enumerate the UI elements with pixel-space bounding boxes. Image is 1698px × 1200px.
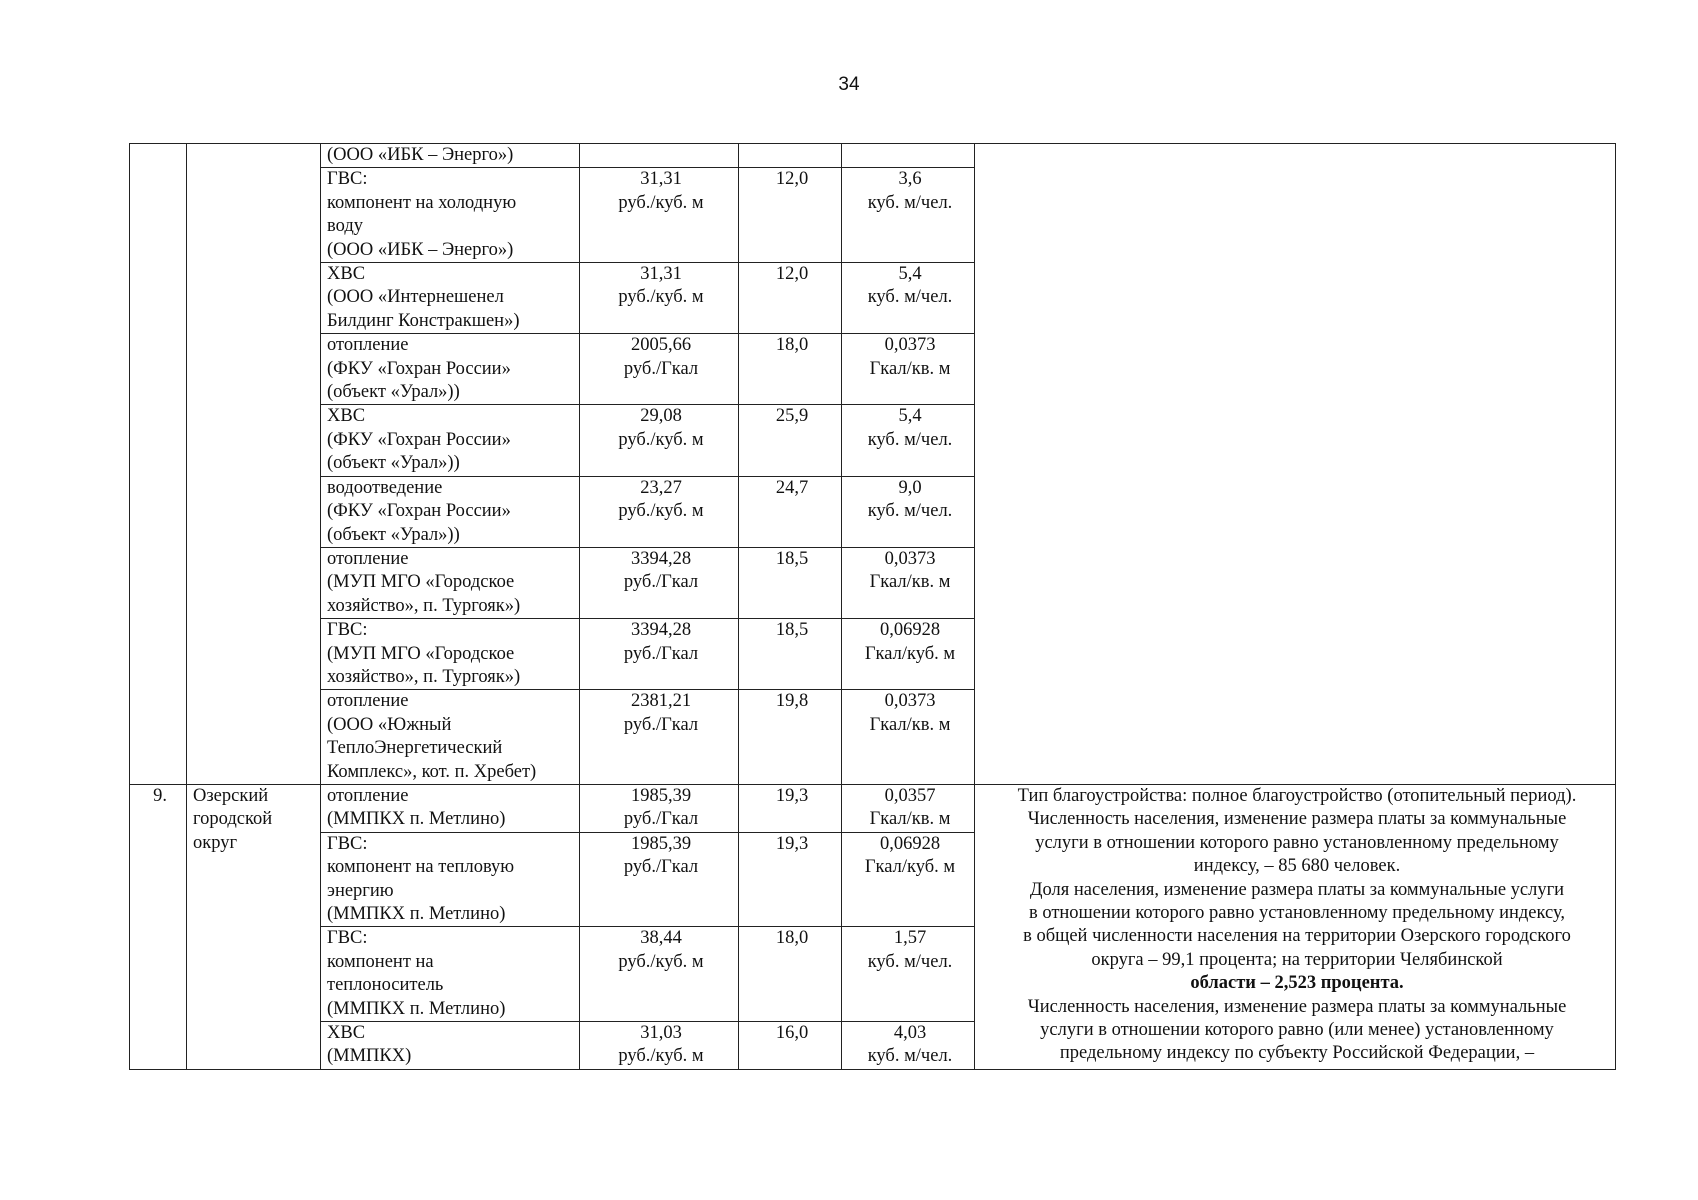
norm-line: 0,0357	[884, 785, 936, 806]
norm-line: 0,0373	[884, 548, 936, 569]
tariff-line: 31,31	[640, 264, 682, 285]
service-line: (ООО «Южный	[327, 714, 452, 735]
norm-cell	[842, 927, 975, 1022]
tariff-line: 2005,66	[630, 335, 692, 356]
service-line: отопление	[327, 785, 409, 806]
service-cell	[321, 619, 580, 690]
tariff-line: 31,31	[640, 169, 682, 190]
tariff-line: 23,27	[640, 477, 682, 498]
service-line: хозяйство», п. Тургояк»)	[327, 595, 521, 616]
norm-line: 5,4	[898, 406, 922, 427]
tariff-line: руб./Гкал	[623, 643, 699, 664]
service-line: ГВС:	[327, 833, 368, 854]
tariff-cell	[580, 1022, 739, 1070]
service-line: компонент на тепловую	[327, 857, 515, 878]
percent-cell: 25,9	[739, 405, 842, 476]
municipality-line: Озерский	[193, 785, 269, 806]
service-line: ХВС	[327, 1023, 366, 1044]
service-line: (ООО «Интернешенел	[327, 287, 504, 308]
norm-cell	[842, 690, 975, 785]
tariff-line: 1985,39	[630, 785, 692, 806]
norm-cell	[842, 144, 975, 168]
note-cell	[975, 144, 1616, 785]
norm-cell	[842, 405, 975, 476]
norm-line: 5,4	[898, 264, 922, 285]
tariff-cell	[580, 784, 739, 832]
norm-line: куб. м/чел.	[867, 287, 953, 308]
service-line: отопление	[327, 691, 409, 712]
service-cell	[321, 832, 580, 927]
percent-cell: 19,3	[739, 784, 842, 832]
service-cell	[321, 1022, 580, 1070]
percent-cell: 19,8	[739, 690, 842, 785]
note-line: округа – 99,1 процента; на территории Челябинской	[1091, 949, 1503, 970]
service-line: ХВС	[327, 406, 366, 427]
service-line: ХВС	[327, 264, 366, 285]
tariff-cell	[580, 405, 739, 476]
service-line: (ММПКХ п. Метлино)	[327, 904, 506, 924]
tariff-cell	[580, 619, 739, 690]
tariff-cell	[580, 927, 739, 1022]
note-line: предельному индексу по субъекту Российской Федерации, –	[1059, 1043, 1535, 1064]
service-line: (ООО «ИБК – Энерго»)	[327, 145, 514, 165]
tariff-line: руб./куб. м	[618, 287, 704, 308]
norm-cell	[842, 476, 975, 547]
tariff-line: 2381,21	[630, 691, 692, 712]
norm-line: куб. м/чел.	[867, 429, 953, 450]
norm-line: куб. м/чел.	[867, 501, 953, 522]
service-line: отопление	[327, 548, 409, 569]
percent-cell: 12,0	[739, 263, 842, 334]
note-line: Численность населения, изменение размера платы за коммунальные	[1027, 996, 1567, 1017]
norm-cell	[842, 784, 975, 832]
service-cell	[321, 690, 580, 785]
note-line: индексу, – 85 680 человек.	[1193, 856, 1401, 877]
service-line: (ММПКХ)	[327, 1046, 412, 1067]
norm-cell	[842, 1022, 975, 1070]
service-line: компонент на холодную	[327, 192, 517, 213]
norm-line: Гкал/куб. м	[864, 857, 956, 878]
norm-cell	[842, 263, 975, 334]
percent-cell: 18,5	[739, 619, 842, 690]
tariff-cell	[580, 144, 739, 168]
service-line: (МУП МГО «Городское	[327, 643, 515, 664]
service-cell	[321, 547, 580, 618]
tariff-line: руб./Гкал	[623, 857, 699, 878]
service-line: (ММПКХ п. Метлино)	[327, 809, 506, 830]
service-line: Билдинг Констракшен»)	[327, 310, 520, 331]
service-cell	[321, 168, 580, 263]
note-line: области – 2,523 процента.	[1190, 973, 1404, 994]
tariff-cell	[580, 832, 739, 927]
tariff-line: руб./Гкал	[623, 358, 699, 379]
tariff-cell	[580, 690, 739, 785]
percent-cell: 18,0	[739, 927, 842, 1022]
service-line: ГВС:	[327, 620, 368, 641]
tariff-cell	[580, 168, 739, 263]
service-line: (ООО «ИБК – Энерго»)	[327, 239, 514, 260]
service-line: ТеплоЭнергетический	[327, 738, 503, 759]
service-cell	[321, 405, 580, 476]
table-row	[130, 784, 1616, 832]
norm-line: Гкал/кв. м	[869, 809, 951, 830]
tariff-line: руб./Гкал	[623, 809, 699, 830]
service-line: (ФКУ «Гохран России»	[327, 429, 511, 450]
norm-line: 0,06928	[879, 620, 941, 641]
number-cell	[130, 144, 187, 785]
norm-line: куб. м/чел.	[867, 951, 953, 972]
tariff-cell	[580, 263, 739, 334]
tariff-line: 1985,39	[630, 833, 692, 854]
note-line: Численность населения, изменение размера платы за коммунальные	[1027, 809, 1567, 830]
service-line: отопление	[327, 335, 409, 356]
tariff-line: 38,44	[640, 928, 682, 949]
tariff-line: руб./Гкал	[623, 572, 699, 593]
norm-line: Гкал/кв. м	[869, 572, 951, 593]
service-line: хозяйство», п. Тургояк»)	[327, 666, 521, 687]
service-cell	[321, 784, 580, 832]
norm-line: 0,06928	[879, 833, 941, 854]
service-cell	[321, 263, 580, 334]
norm-line: куб. м/чел.	[867, 1046, 953, 1067]
norm-cell	[842, 619, 975, 690]
table-row	[130, 144, 1616, 168]
municipality-line: городской	[193, 809, 273, 830]
tariff-line: руб./куб. м	[618, 192, 704, 213]
tariff-line: 3394,28	[630, 620, 692, 641]
service-line: компонент на	[327, 951, 434, 972]
norm-cell	[842, 547, 975, 618]
page-number: 34	[838, 74, 860, 95]
service-line: водоотведение	[327, 477, 443, 498]
service-line: (объект «Урал»))	[327, 382, 460, 403]
municipality-line: округ	[193, 832, 238, 853]
norm-line: Гкал/кв. м	[869, 714, 951, 735]
note-line: в общей численности населения на территории Озерского городского	[1023, 926, 1571, 947]
norm-line: 0,0373	[884, 335, 936, 356]
service-line: воду	[327, 216, 363, 237]
service-line: ГВС:	[327, 928, 368, 949]
note-line: в отношении которого равно установленному предельному индексу,	[1028, 903, 1566, 923]
norm-line: 9,0	[898, 477, 922, 498]
tariff-line: руб./куб. м	[618, 429, 704, 450]
service-line: теплоноситель	[327, 975, 444, 996]
service-line: ГВС:	[327, 169, 368, 190]
tariff-line: 29,08	[640, 406, 682, 427]
service-line: (ФКУ «Гохран России»	[327, 501, 511, 522]
service-line: (ММПКХ п. Метлино)	[327, 998, 506, 1019]
service-cell	[321, 476, 580, 547]
note-line: услуги в отношении которого равно (или менее) установленному	[1040, 1020, 1554, 1041]
percent-cell: 18,0	[739, 334, 842, 405]
norm-cell	[842, 334, 975, 405]
tariff-table	[129, 143, 1616, 1070]
norm-line: 0,0373	[884, 691, 936, 712]
percent-cell: 24,7	[739, 476, 842, 547]
tariff-line: руб./куб. м	[618, 501, 704, 522]
note-line: услуги в отношении которого равно установленному предельному	[1035, 832, 1559, 853]
service-line: (ФКУ «Гохран России»	[327, 358, 511, 379]
percent-cell: 18,5	[739, 547, 842, 618]
note-cell	[975, 784, 1616, 1069]
percent-cell: 12,0	[739, 168, 842, 263]
service-line: (МУП МГО «Городское	[327, 572, 515, 593]
norm-line: куб. м/чел.	[867, 192, 953, 213]
percent-cell: 19,3	[739, 832, 842, 927]
norm-line: 4,03	[893, 1023, 927, 1044]
tariff-line: 3394,28	[630, 548, 692, 569]
norm-cell	[842, 832, 975, 927]
service-cell	[321, 144, 580, 168]
number-cell: 9.	[130, 784, 187, 1069]
percent-cell: 16,0	[739, 1022, 842, 1070]
tariff-line: руб./куб. м	[618, 1046, 704, 1067]
service-line: (объект «Урал»))	[327, 453, 460, 474]
note-line: Тип благоустройства: полное благоустройство (отопительный период).	[1017, 785, 1577, 806]
percent-cell	[739, 144, 842, 168]
service-cell	[321, 927, 580, 1022]
service-cell	[321, 334, 580, 405]
note-line: Доля населения, изменение размера платы за коммунальные услуги	[1029, 879, 1565, 900]
tariff-line: руб./Гкал	[623, 714, 699, 735]
municipality-cell	[187, 144, 321, 785]
norm-line: Гкал/кв. м	[869, 358, 951, 379]
municipality-cell	[187, 784, 321, 1069]
tariff-cell	[580, 547, 739, 618]
norm-line: 1,57	[893, 928, 927, 949]
tariff-cell	[580, 334, 739, 405]
tariff-cell	[580, 476, 739, 547]
service-line: Комплекс», кот. п. Хребет)	[327, 761, 537, 782]
norm-cell	[842, 168, 975, 263]
tariff-line: 31,03	[640, 1023, 682, 1044]
norm-line: Гкал/куб. м	[864, 643, 956, 664]
norm-line: 3,6	[898, 169, 922, 190]
service-line: энергию	[327, 880, 394, 901]
service-line: (объект «Урал»))	[327, 524, 460, 545]
tariff-line: руб./куб. м	[618, 951, 704, 972]
